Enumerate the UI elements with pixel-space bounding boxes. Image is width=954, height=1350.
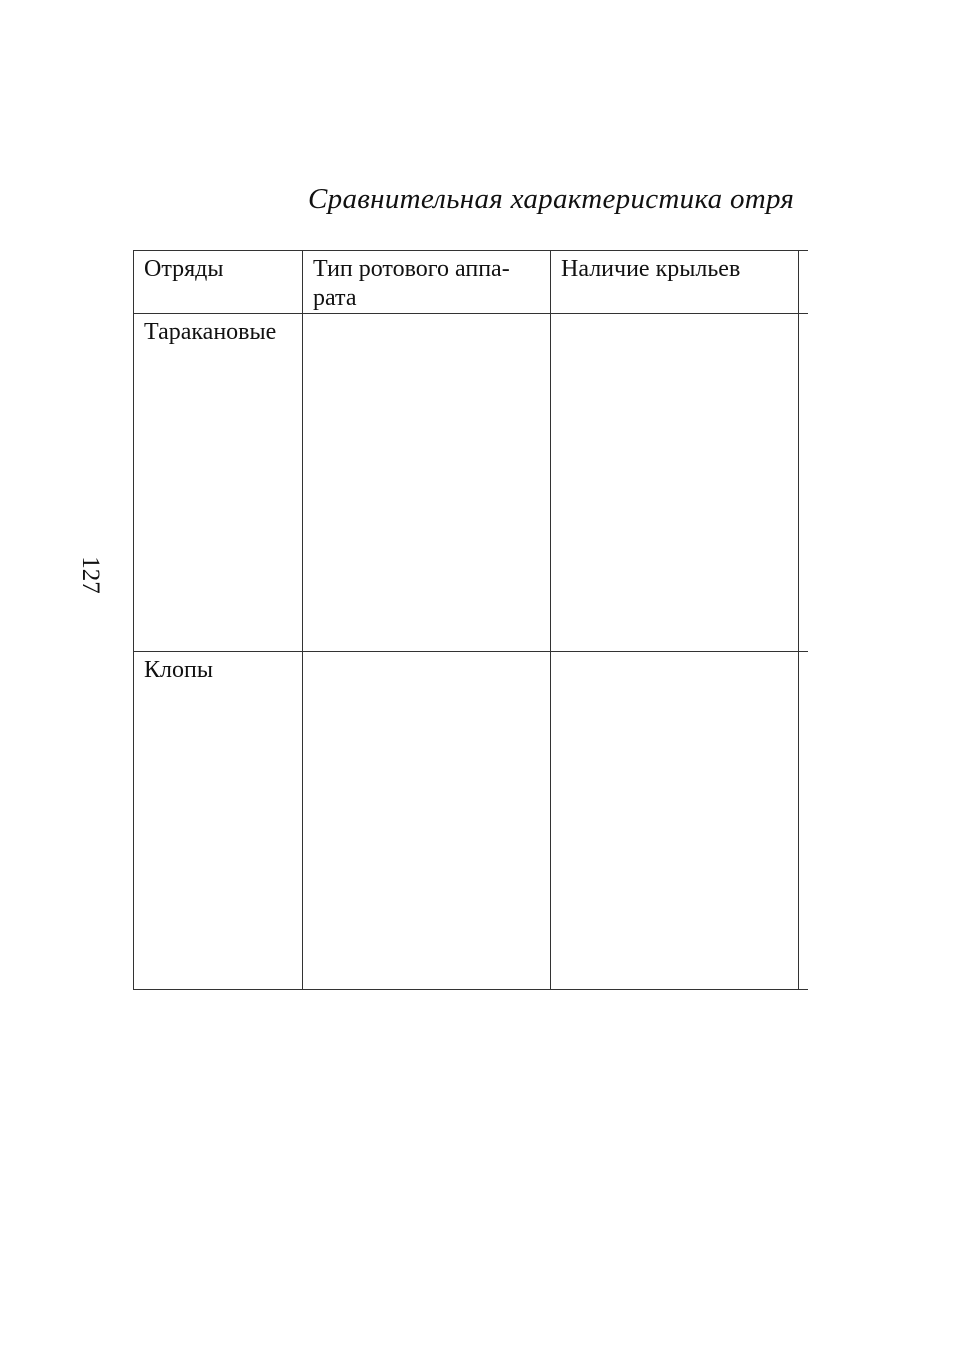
table-row xyxy=(134,652,809,990)
comparison-table xyxy=(133,250,808,990)
header-cell-mouth-type xyxy=(303,251,551,314)
row-order-cell xyxy=(134,652,303,990)
row-wings-cell xyxy=(551,652,799,990)
row-mouth-cell xyxy=(303,314,551,652)
row-order-label: Таракановые xyxy=(144,319,277,345)
header-wings-label: Наличие крыльев xyxy=(561,256,741,282)
table-header-row xyxy=(134,251,809,314)
header-orders-label: Отряды xyxy=(144,256,224,282)
row-order-label: Клопы xyxy=(144,657,213,683)
header-mouth-label-line2: рата xyxy=(313,285,357,311)
table-title: Сравнительная характеристика отря xyxy=(308,183,795,215)
table-row xyxy=(134,314,809,652)
header-cell-orders xyxy=(134,251,303,314)
header-cell-cut-off xyxy=(799,251,809,314)
row-wings-cell xyxy=(551,314,799,652)
row-cut-off-cell xyxy=(799,314,809,652)
row-cut-off-cell xyxy=(799,652,809,990)
table-container xyxy=(133,250,808,990)
page-number: 127 xyxy=(77,556,104,594)
header-cell-wings xyxy=(551,251,799,314)
title-container xyxy=(308,176,808,222)
row-mouth-cell xyxy=(303,652,551,990)
header-mouth-label-line1: Тип ротового аппа- xyxy=(313,256,510,282)
row-order-cell xyxy=(134,314,303,652)
